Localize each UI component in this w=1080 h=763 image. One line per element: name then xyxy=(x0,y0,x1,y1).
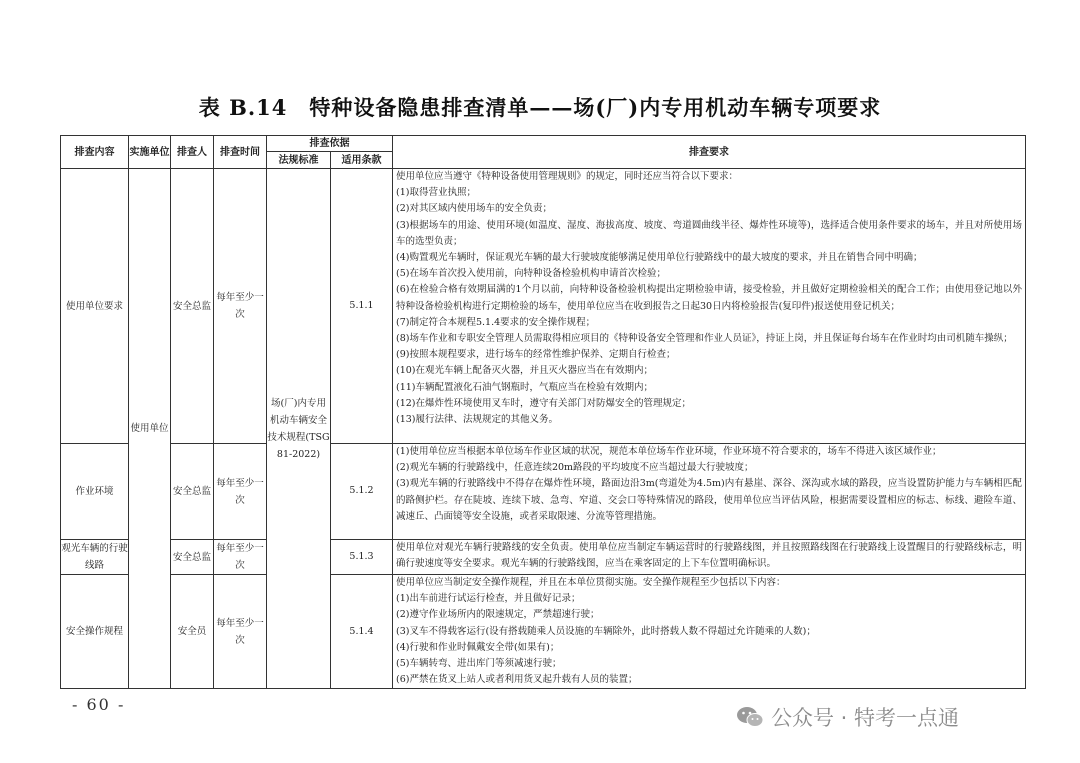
regulation-standard: 场(厂)内专用机动车辆安全技术规程(TSG 81-2022) xyxy=(267,169,331,689)
requirement-line: (4)行驶和作业时佩戴安全带(如果有)； xyxy=(396,641,560,653)
row-time: 每年至少一次 xyxy=(214,444,267,540)
requirement-line: (13)履行法律、法规规定的其他义务。 xyxy=(396,414,559,426)
row-clause: 5.1.3 xyxy=(331,540,393,575)
row-time: 每年至少一次 xyxy=(214,575,267,689)
table-row xyxy=(61,169,1026,444)
header-basis: 排查依据 xyxy=(267,136,393,152)
requirement-line: (6)严禁在货叉上站人或者利用货叉起升载有人员的装置； xyxy=(396,674,638,686)
row-time: 每年至少一次 xyxy=(214,169,267,444)
row-requirement xyxy=(393,540,1026,575)
header-clause: 适用条款 xyxy=(331,152,393,169)
row-content: 观光车辆的行驶线路 xyxy=(61,540,129,575)
requirement-line: (4)购置观光车辆时，保证观光车辆的最大行驶坡度能够满足使用单位行驶路线中的最大坡度的要求，并且在销售合同中明确； xyxy=(396,252,923,264)
wechat-icon xyxy=(735,705,765,729)
row-content: 使用单位要求 xyxy=(61,169,129,444)
row-person: 安全总监 xyxy=(171,540,214,575)
requirement-line: 使用单位对观光车辆行驶路线的安全负责。使用单位应当制定车辆运营时的行驶路线图，并且按照路线图在行驶路线上设置醒目的行驶路线标志，明确行驶速度等安全要求。观光车辆的行驶路线图，应当在乘客固定的上下车位置明确标识。 xyxy=(396,542,1022,570)
row-person: 安全总监 xyxy=(171,169,214,444)
requirement-line: (9)按照本规程要求，进行场车的经常性维护保养、定期自行检查； xyxy=(396,349,676,361)
header-requirement: 排查要求 xyxy=(393,136,1026,169)
inspection-table xyxy=(60,135,1026,689)
row-clause: 5.1.1 xyxy=(331,169,393,444)
requirement-line: (3)观光车辆的行驶路线中不得存在爆炸性环境，路面边沿3m(弯道处为4.5m)内有悬崖、深谷、深沟或水域的路段，应当设置防护能力与车辆相匹配的路侧护栏。存在陡坡、连续下坡、急弯、窄道、交会口等特殊情况的路段，使用单位应当评估风险，根据需要设置相应的标志、标线、避险车道、减速丘、凸面镜等安全设施，或者采取限速、分流等管理措施。 xyxy=(396,478,1022,522)
row-requirement xyxy=(393,444,1026,540)
header-content: 排查内容 xyxy=(61,136,129,169)
requirement-line: (11)车辆配置液化石油气钢瓶时，气瓶应当在检验有效期内； xyxy=(396,381,654,393)
requirement-line: (5)车辆转弯、进出库门等须减速行驶； xyxy=(396,658,562,670)
requirement-line: (1)出车前进行试运行检查，并且做好记录； xyxy=(396,593,581,605)
table-row xyxy=(61,540,1026,575)
row-requirement xyxy=(393,575,1026,689)
row-clause: 5.1.4 xyxy=(331,575,393,689)
requirement-line: (12)在爆炸性环境使用叉车时，遵守有关部门对防爆安全的管理规定； xyxy=(396,397,692,409)
requirement-line: (3)根据场车的用途、使用环境(如温度、湿度、海拔高度、坡度、弯道圆曲线半径、爆炸性环境等)，选择适合使用条件要求的场车，并且对所使用场车的选型负责； xyxy=(396,219,1022,247)
watermark xyxy=(735,702,959,732)
table-row xyxy=(61,575,1026,689)
requirement-line: (5)在场车首次投入使用前，向特种设备检验机构申请首次检验； xyxy=(396,268,666,280)
header-person: 排查人 xyxy=(171,136,214,169)
requirement-line: (8)场车作业和专职安全管理人员需取得相应项目的《特种设备安全管理和作业人员证》，持证上岗，并且保证每台场车在作业时均由司机随车操纵； xyxy=(396,333,1013,345)
requirement-line: (3)叉车不得载客运行(设有搭载随乘人员设施的车辆除外，此时搭载人数不得超过允许随乘的人数)； xyxy=(396,625,816,637)
row-content: 作业环境 xyxy=(61,444,129,540)
header-time: 排查时间 xyxy=(214,136,267,169)
row-time: 每年至少一次 xyxy=(214,540,267,575)
requirement-line: (2)遵守作业场所内的限速规定，严禁超速行驶； xyxy=(396,609,600,621)
requirement-line: (2)对其区域内使用场车的安全负责； xyxy=(396,203,552,215)
row-requirement xyxy=(393,169,1026,444)
row-person: 安全总监 xyxy=(171,444,214,540)
requirement-line: 使用单位应当制定安全操作规程，并且在本单位贯彻实施。安全操作规程至少包括以下内容： xyxy=(396,577,786,588)
requirement-line: (1)取得营业执照； xyxy=(396,187,476,199)
requirement-line: (7)制定符合本规程5.1.4要求的安全操作规程； xyxy=(396,316,596,328)
header-regulation: 法规标准 xyxy=(267,152,331,169)
page-number: - 60 - xyxy=(72,695,126,714)
page-title: 表 B.14 特种设备隐患排查清单——场(厂)内专用机动车辆专项要求 xyxy=(198,95,882,120)
header-unit: 实施单位 xyxy=(129,136,171,169)
requirement-line: (6)在检验合格有效期届满的1个月以前，向特种设备检验机构提出定期检验申请，接受检验，并且做好定期检验相关的配合工作；由使用登记地以外特种设备检验机构进行定期检验的场车，使用单位应当在收到报告之日起30日内将检验报告(复印件)报送使用登记机关； xyxy=(396,284,1022,312)
row-person: 安全员 xyxy=(171,575,214,689)
requirement-line: 使用单位应当遵守《特种设备使用管理规则》的规定，同时还应当符合以下要求： xyxy=(396,171,739,182)
row-content: 安全操作规程 xyxy=(61,575,129,689)
requirement-line: (10)在观光车辆上配备灭火器，并且灭火器应当在有效期内； xyxy=(396,365,654,377)
implementing-unit: 使用单位 xyxy=(129,169,171,689)
requirement-line: (1)使用单位应当根据本单位场车作业区域的状况，规范本单位场车作业环境，作业环境不符合要求的，场车不得进入该区域作业； xyxy=(396,446,942,457)
table-row xyxy=(61,444,1026,540)
row-clause: 5.1.2 xyxy=(331,444,393,540)
watermark-text: 公众号 · 特考一点通 xyxy=(771,706,960,730)
requirement-line: (2)观光车辆的行驶路线中，任意连续20m路段的平均坡度不应当超过最大行驶坡度； xyxy=(396,462,754,474)
